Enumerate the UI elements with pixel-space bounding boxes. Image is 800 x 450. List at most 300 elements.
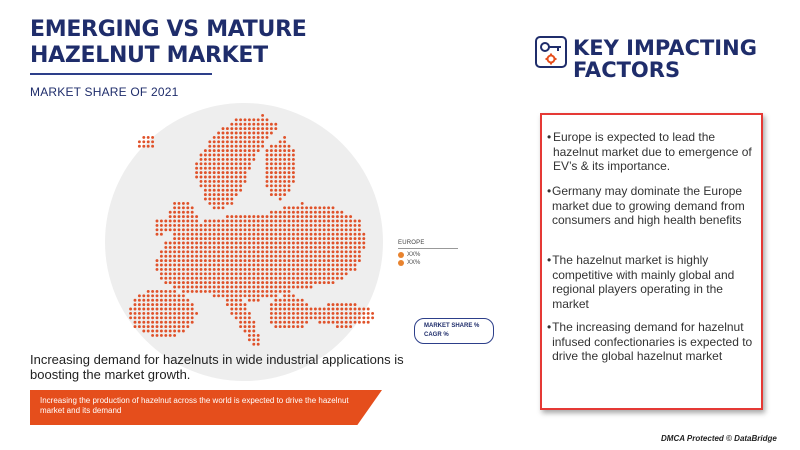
map-dot <box>345 255 348 258</box>
map-dot <box>266 294 269 297</box>
map-dot <box>292 246 295 249</box>
map-dot <box>200 176 203 179</box>
map-dot <box>252 334 255 337</box>
map-dot <box>345 308 348 311</box>
map-dot <box>257 233 260 236</box>
map-dot <box>248 325 251 328</box>
map-dot <box>244 136 247 139</box>
map-dot <box>226 290 229 293</box>
map-dot <box>323 264 326 267</box>
map-dot <box>169 220 172 223</box>
map-dot <box>169 264 172 267</box>
map-dot <box>288 312 291 315</box>
map-dot <box>147 325 150 328</box>
map-dot <box>239 118 242 121</box>
map-dot <box>208 171 211 174</box>
map-dot <box>138 294 141 297</box>
map-dot <box>340 224 343 227</box>
map-dot <box>362 246 365 249</box>
map-dot <box>274 176 277 179</box>
map-dot <box>235 224 238 227</box>
map-dot <box>349 255 352 258</box>
map-dot <box>213 259 216 262</box>
map-dot <box>173 259 176 262</box>
map-dot <box>213 202 216 205</box>
map-dot <box>204 264 207 267</box>
map-dot <box>283 299 286 302</box>
map-dot <box>305 237 308 240</box>
top-strip <box>0 0 800 6</box>
map-dot <box>279 220 282 223</box>
map-dot <box>230 176 233 179</box>
map-dot <box>226 299 229 302</box>
map-dot <box>257 259 260 262</box>
map-dot <box>217 193 220 196</box>
map-dot <box>156 224 159 227</box>
map-dot <box>230 259 233 262</box>
map-dot <box>169 290 172 293</box>
map-dot <box>270 286 273 289</box>
map-dot <box>301 303 304 306</box>
map-dot <box>182 268 185 271</box>
map-dot <box>208 272 211 275</box>
map-dot <box>217 246 220 249</box>
map-dot <box>292 312 295 315</box>
map-dot <box>235 259 238 262</box>
map-dot <box>138 325 141 328</box>
map-dot <box>323 242 326 245</box>
map-dot <box>239 321 242 324</box>
map-dot <box>358 321 361 324</box>
map-dot <box>266 286 269 289</box>
map-dot <box>336 224 339 227</box>
map-dot <box>226 167 229 170</box>
map-dot <box>230 162 233 165</box>
map-dot <box>169 259 172 262</box>
map-dot <box>292 268 295 271</box>
map-dot <box>213 154 216 157</box>
map-dot <box>178 202 181 205</box>
map-dot <box>204 242 207 245</box>
map-dot <box>213 242 216 245</box>
map-dot <box>257 140 260 143</box>
map-dot <box>239 303 242 306</box>
map-dot <box>274 220 277 223</box>
map-dot <box>288 158 291 161</box>
map-dot <box>310 233 313 236</box>
map-dot <box>226 224 229 227</box>
map-dot <box>213 171 216 174</box>
map-dot <box>318 259 321 262</box>
map-dot <box>314 220 317 223</box>
map-dot <box>248 220 251 223</box>
map-dot <box>252 140 255 143</box>
map-dot <box>274 171 277 174</box>
map-dot <box>274 308 277 311</box>
map-dot <box>274 127 277 130</box>
map-dot <box>235 250 238 253</box>
map-dot <box>244 224 247 227</box>
map-dot <box>301 264 304 267</box>
map-dot <box>292 215 295 218</box>
map-dot <box>160 220 163 223</box>
map-dot <box>230 264 233 267</box>
map-dot <box>270 189 273 192</box>
map-dot <box>292 180 295 183</box>
map-dot <box>244 268 247 271</box>
map-dot <box>217 189 220 192</box>
map-dot <box>296 211 299 214</box>
map-dot <box>217 250 220 253</box>
map-dot <box>208 242 211 245</box>
map-dot <box>332 211 335 214</box>
map-dot <box>248 132 251 135</box>
map-dot <box>288 321 291 324</box>
map-dot <box>134 321 137 324</box>
map-dot <box>327 220 330 223</box>
map-dot <box>305 220 308 223</box>
map-dot <box>261 277 264 280</box>
map-dot <box>217 206 220 209</box>
map-dot <box>230 123 233 126</box>
map-dot <box>354 220 357 223</box>
map-dot <box>230 158 233 161</box>
map-dot <box>283 180 286 183</box>
map-dot <box>204 193 207 196</box>
map-dot <box>257 220 260 223</box>
map-dot <box>164 281 167 284</box>
map-dot <box>195 250 198 253</box>
map-dot <box>323 321 326 324</box>
map-dot <box>191 264 194 267</box>
map-dot <box>244 167 247 170</box>
map-dot <box>274 123 277 126</box>
map-dot <box>270 167 273 170</box>
map-dot <box>226 294 229 297</box>
map-dot <box>226 145 229 148</box>
map-dot <box>147 312 150 315</box>
map-dot <box>160 277 163 280</box>
map-dot <box>248 312 251 315</box>
map-dot <box>213 149 216 152</box>
map-dot <box>301 246 304 249</box>
map-dot <box>332 277 335 280</box>
map-dot <box>314 268 317 271</box>
map-dot <box>200 237 203 240</box>
map-dot <box>274 299 277 302</box>
map-dot <box>164 299 167 302</box>
map-dot <box>164 255 167 258</box>
map-dot <box>195 264 198 267</box>
map-dot <box>226 171 229 174</box>
map-dot <box>244 303 247 306</box>
map-dot <box>266 149 269 152</box>
map-dot <box>301 255 304 258</box>
map-dot <box>147 136 150 139</box>
map-dot <box>147 145 150 148</box>
map-dot <box>178 277 181 280</box>
map-dot <box>134 312 137 315</box>
map-dot <box>323 316 326 319</box>
map-dot <box>354 321 357 324</box>
map-dot <box>213 198 216 201</box>
map-dot <box>336 321 339 324</box>
map-dot <box>222 180 225 183</box>
map-dot <box>274 215 277 218</box>
map-dot <box>151 136 154 139</box>
map-dot <box>204 149 207 152</box>
map-dot <box>230 294 233 297</box>
map-dot <box>208 167 211 170</box>
map-dot <box>318 242 321 245</box>
map-dot <box>226 242 229 245</box>
map-dot <box>186 316 189 319</box>
map-dot <box>235 277 238 280</box>
map-dot <box>239 123 242 126</box>
map-dot <box>239 158 242 161</box>
map-dot <box>274 189 277 192</box>
map-dot <box>239 255 242 258</box>
map-dot <box>235 220 238 223</box>
map-dot <box>296 308 299 311</box>
map-dot <box>230 268 233 271</box>
map-dot <box>186 220 189 223</box>
map-dot <box>160 294 163 297</box>
map-dot <box>288 299 291 302</box>
map-dot <box>186 325 189 328</box>
map-dot <box>169 255 172 258</box>
map-dot <box>266 220 269 223</box>
map-dot <box>164 277 167 280</box>
map-dot <box>279 308 282 311</box>
factor-text: Germany may dominate the Europe market due to growing demand from consumers and high health benefits <box>552 184 745 228</box>
map-dot <box>182 202 185 205</box>
map-dot <box>160 290 163 293</box>
map-dot <box>195 242 198 245</box>
map-dot <box>349 233 352 236</box>
map-dot <box>164 334 167 337</box>
map-dot <box>164 321 167 324</box>
map-dot <box>283 312 286 315</box>
map-dot <box>283 189 286 192</box>
map-dot <box>213 264 216 267</box>
title-underline <box>30 73 212 75</box>
map-dot <box>186 321 189 324</box>
map-dot <box>314 255 317 258</box>
map-dot <box>239 308 242 311</box>
map-dot <box>226 180 229 183</box>
map-dot <box>208 180 211 183</box>
map-dot <box>296 316 299 319</box>
map-dot <box>142 321 145 324</box>
map-dot <box>239 162 242 165</box>
map-dot <box>349 242 352 245</box>
map-dot <box>318 308 321 311</box>
map-dot <box>279 286 282 289</box>
map-dot <box>274 255 277 258</box>
map-dot <box>349 237 352 240</box>
map-dot <box>340 211 343 214</box>
map-dot <box>230 281 233 284</box>
map-dot <box>279 316 282 319</box>
map-dot <box>340 325 343 328</box>
factor-item <box>547 130 759 174</box>
map-dot <box>252 246 255 249</box>
map-dot <box>288 184 291 187</box>
map-dot <box>239 237 242 240</box>
map-dot <box>292 162 295 165</box>
map-dot <box>186 259 189 262</box>
map-dot <box>178 294 181 297</box>
map-dot <box>318 246 321 249</box>
map-dot <box>138 145 141 148</box>
map-dot <box>296 264 299 267</box>
map-dot <box>288 162 291 165</box>
map-dot <box>252 242 255 245</box>
map-dot <box>292 277 295 280</box>
map-dot <box>288 259 291 262</box>
map-dot <box>200 286 203 289</box>
map-dot <box>230 237 233 240</box>
map-dot <box>169 268 172 271</box>
map-dot <box>230 189 233 192</box>
map-dot <box>248 167 251 170</box>
map-dot <box>129 316 132 319</box>
map-dot <box>186 303 189 306</box>
map-dot <box>371 316 374 319</box>
map-dot <box>327 246 330 249</box>
map-dot <box>332 259 335 262</box>
map-dot <box>288 255 291 258</box>
map-dot <box>349 228 352 231</box>
map-dot <box>222 246 225 249</box>
map-dot <box>239 233 242 236</box>
map-dot <box>270 149 273 152</box>
map-dot <box>345 220 348 223</box>
map-dot <box>222 224 225 227</box>
map-dot <box>204 198 207 201</box>
map-dot <box>248 228 251 231</box>
map-dot <box>217 184 220 187</box>
map-dot <box>226 149 229 152</box>
map-dot <box>182 264 185 267</box>
map-dot <box>318 224 321 227</box>
map-dot <box>305 264 308 267</box>
map-dot <box>208 202 211 205</box>
map-dot <box>261 136 264 139</box>
map-dot <box>305 277 308 280</box>
map-dot <box>142 140 145 143</box>
map-dot <box>354 316 357 319</box>
map-dot <box>301 202 304 205</box>
map-dot <box>217 233 220 236</box>
map-dot <box>235 149 238 152</box>
map-dot <box>226 277 229 280</box>
map-dot <box>248 140 251 143</box>
map-dot <box>138 140 141 143</box>
map-dot <box>310 281 313 284</box>
map-dot <box>323 246 326 249</box>
map-dot <box>340 308 343 311</box>
map-dot <box>288 286 291 289</box>
map-dot <box>248 162 251 165</box>
map-dot <box>239 215 242 218</box>
map-dot <box>296 299 299 302</box>
map-dot <box>252 290 255 293</box>
map-dot <box>336 211 339 214</box>
map-dot <box>354 250 357 253</box>
map-dot <box>323 224 326 227</box>
map-dot <box>169 228 172 231</box>
map-dot <box>156 290 159 293</box>
map-dot <box>270 277 273 280</box>
map-dot <box>244 220 247 223</box>
map-dot <box>332 206 335 209</box>
map-dot <box>208 264 211 267</box>
map-dot <box>292 171 295 174</box>
map-dot <box>345 303 348 306</box>
map-dot <box>129 312 132 315</box>
map-dot <box>318 272 321 275</box>
map-dot <box>217 171 220 174</box>
map-dot <box>230 312 233 315</box>
map-dot <box>244 250 247 253</box>
map-dot <box>354 303 357 306</box>
map-dot <box>213 294 216 297</box>
map-dot <box>292 224 295 227</box>
map-dot <box>274 228 277 231</box>
bullet-icon: • <box>547 130 552 144</box>
map-dot <box>314 237 317 240</box>
map-dot <box>213 255 216 258</box>
map-dot <box>160 264 163 267</box>
map-dot <box>244 154 247 157</box>
map-dot <box>248 237 251 240</box>
map-dot <box>239 272 242 275</box>
map-dot <box>186 312 189 315</box>
map-dot <box>156 308 159 311</box>
map-dot <box>305 281 308 284</box>
map-dot <box>248 149 251 152</box>
map-dot <box>200 158 203 161</box>
map-dot <box>222 127 225 130</box>
map-dot <box>169 312 172 315</box>
map-dot <box>156 259 159 262</box>
map-dot <box>270 294 273 297</box>
map-dot <box>200 264 203 267</box>
map-dot <box>186 246 189 249</box>
map-dot <box>239 228 242 231</box>
map-dot <box>173 272 176 275</box>
map-dot <box>310 211 313 214</box>
map-dot <box>349 308 352 311</box>
map-dot <box>208 237 211 240</box>
map-dot <box>314 259 317 262</box>
map-dot <box>257 224 260 227</box>
map-dot <box>301 286 304 289</box>
map-dot <box>173 308 176 311</box>
map-dot <box>142 145 145 148</box>
market-share-box <box>414 318 494 344</box>
map-dot <box>200 277 203 280</box>
map-dot <box>178 255 181 258</box>
map-dot <box>252 136 255 139</box>
map-dot <box>345 268 348 271</box>
map-dot <box>367 316 370 319</box>
map-dot <box>279 189 282 192</box>
map-dot <box>354 242 357 245</box>
map-dot <box>160 330 163 333</box>
